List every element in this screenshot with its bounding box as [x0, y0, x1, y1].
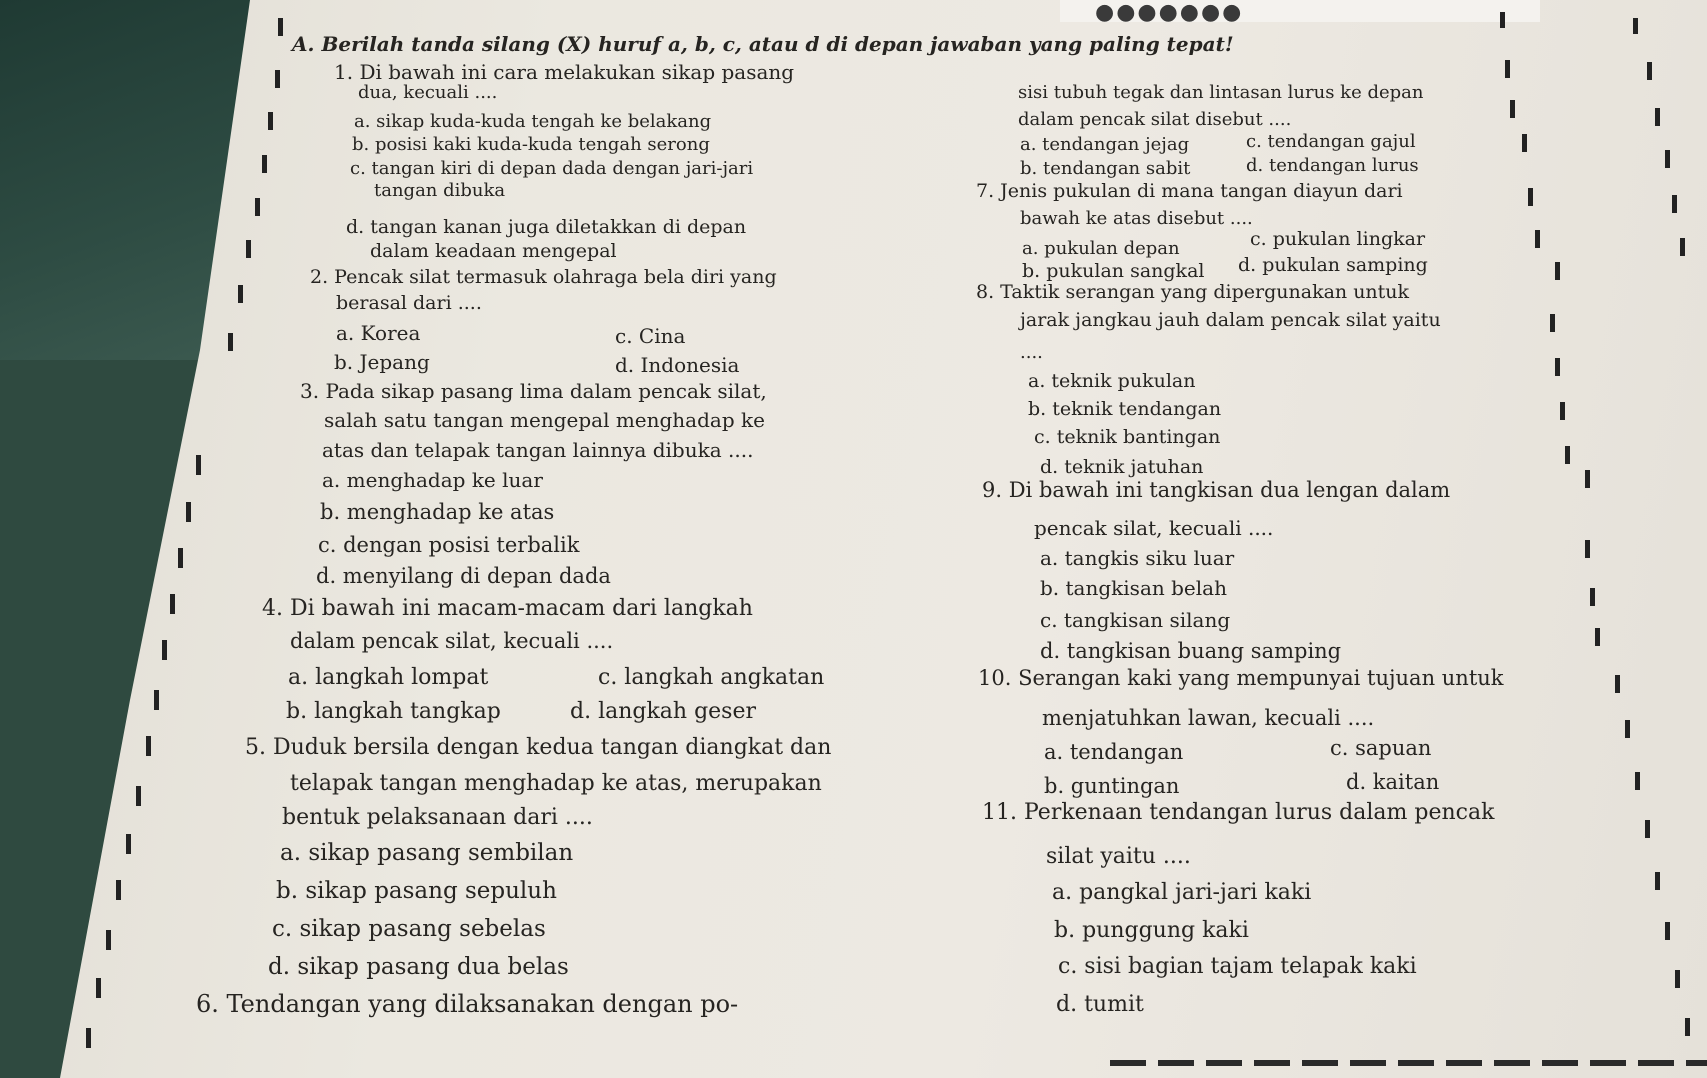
margin-mark: [1645, 820, 1650, 838]
margin-mark: [1672, 195, 1677, 213]
q7-option-a[interactable]: a. pukulan depan: [1022, 238, 1180, 259]
q6-option-d[interactable]: d. tendangan lurus: [1246, 155, 1419, 176]
q11-option-a[interactable]: a. pangkal jari-jari kaki: [1052, 880, 1312, 905]
bottom-margin-dashes: [1110, 1060, 1707, 1066]
margin-mark: [1615, 675, 1620, 693]
question-3-cont2: atas dan telapak tangan lainnya dibuka ....: [322, 438, 754, 462]
q1-option-c-cont: tangan dibuka: [374, 180, 506, 201]
question-7: 7. Jenis pukulan di mana tangan diayun dari: [976, 180, 1403, 202]
q11-option-b[interactable]: b. punggung kaki: [1054, 918, 1249, 943]
q10-option-d[interactable]: d. kaitan: [1346, 770, 1440, 794]
question-8-cont2: ....: [1020, 342, 1043, 363]
q6-option-c[interactable]: c. tendangan gajul: [1246, 131, 1416, 152]
question-11-cont: silat yaitu ....: [1046, 844, 1191, 869]
question-4-cont: dalam pencak silat, kecuali ....: [290, 629, 614, 653]
q9-option-a[interactable]: a. tangkis siku luar: [1040, 546, 1235, 570]
q3-option-d[interactable]: d. menyilang di depan dada: [316, 564, 611, 588]
margin-mark: [1633, 18, 1638, 34]
q9-option-d[interactable]: d. tangkisan buang samping: [1040, 639, 1342, 663]
q1-option-a[interactable]: a. sikap kuda-kuda tengah ke belakang: [354, 111, 712, 132]
margin-mark: [196, 455, 201, 475]
margin-mark: [1647, 62, 1652, 80]
margin-mark: [1675, 970, 1680, 988]
q10-option-a[interactable]: a. tendangan: [1044, 740, 1184, 764]
q8-option-c[interactable]: c. teknik bantingan: [1034, 426, 1221, 448]
margin-mark: [1555, 262, 1560, 280]
q1-option-d[interactable]: d. tangan kanan juga diletakkan di depan: [346, 216, 747, 238]
q5-option-a[interactable]: a. sikap pasang sembilan: [280, 840, 574, 866]
q8-option-a[interactable]: a. teknik pukulan: [1028, 370, 1196, 392]
q2-option-d[interactable]: d. Indonesia: [615, 353, 740, 377]
q2-option-a[interactable]: a. Korea: [336, 321, 421, 345]
q6-option-b[interactable]: b. tendangan sabit: [1020, 158, 1191, 179]
question-8: 8. Taktik serangan yang dipergunakan untuk: [976, 281, 1410, 303]
margin-mark: [178, 548, 183, 568]
margin-mark: [1505, 60, 1510, 78]
question-5-cont: telapak tangan menghadap ke atas, merupakan: [290, 771, 822, 796]
margin-mark: [186, 502, 191, 522]
q4-option-a[interactable]: a. langkah lompat: [288, 665, 489, 690]
q3-option-a[interactable]: a. menghadap ke luar: [322, 468, 543, 492]
margin-mark: [1510, 100, 1515, 118]
margin-mark: [238, 285, 243, 303]
margin-mark: [146, 736, 151, 756]
question-6-cont: sisi tubuh tegak dan lintasan lurus ke depan: [1018, 82, 1424, 103]
margin-mark: [1635, 772, 1640, 790]
question-10-cont: menjatuhkan lawan, kecuali ....: [1042, 706, 1375, 730]
q11-option-d[interactable]: d. tumit: [1056, 992, 1144, 1017]
q1-option-b[interactable]: b. posisi kaki kuda-kuda tengah serong: [352, 134, 710, 155]
margin-mark: [126, 834, 131, 854]
q5-option-b[interactable]: b. sikap pasang sepuluh: [276, 878, 557, 904]
margin-mark: [86, 1028, 91, 1048]
margin-mark: [275, 70, 280, 88]
question-1-cont: dua, kecuali ....: [358, 82, 498, 103]
margin-mark: [1550, 314, 1555, 332]
q7-option-d[interactable]: d. pukulan samping: [1238, 254, 1428, 276]
question-9: 9. Di bawah ini tangkisan dua lengan dalam: [982, 478, 1451, 502]
q9-option-b[interactable]: b. tangkisan belah: [1040, 576, 1227, 600]
margin-mark: [96, 978, 101, 998]
q8-option-b[interactable]: b. teknik tendangan: [1028, 398, 1222, 420]
margin-mark: [1585, 470, 1590, 488]
margin-mark: [1555, 358, 1560, 376]
margin-mark: [106, 930, 111, 950]
q4-option-c[interactable]: c. langkah angkatan: [598, 665, 825, 690]
q11-option-c[interactable]: c. sisi bagian tajam telapak kaki: [1058, 954, 1417, 979]
margin-mark: [1500, 12, 1505, 28]
q7-option-c[interactable]: c. pukulan lingkar: [1250, 228, 1426, 250]
margin-mark: [1535, 230, 1540, 248]
q10-option-c[interactable]: c. sapuan: [1330, 736, 1432, 760]
margin-mark: [1655, 872, 1660, 890]
question-3: 3. Pada sikap pasang lima dalam pencak silat,: [300, 379, 767, 403]
margin-mark: [1528, 188, 1533, 206]
binding-dots-icon: ●●●●●●●: [1095, 0, 1244, 25]
q2-option-c[interactable]: c. Cina: [615, 324, 686, 348]
q9-option-c[interactable]: c. tangkisan silang: [1040, 608, 1231, 632]
margin-mark: [170, 594, 175, 614]
question-9-cont: pencak silat, kecuali ....: [1034, 516, 1274, 540]
margin-mark: [1665, 922, 1670, 940]
margin-mark: [1685, 1018, 1690, 1036]
question-6-cont2: dalam pencak silat disebut ....: [1018, 109, 1292, 130]
margin-mark: [228, 333, 233, 351]
q4-option-b[interactable]: b. langkah tangkap: [286, 699, 501, 724]
section-heading: A. Berilah tanda silang (X) huruf a, b, c, atau d di depan jawaban yang paling tepat!: [292, 32, 1234, 56]
question-10: 10. Serangan kaki yang mempunyai tujuan untuk: [978, 666, 1504, 690]
margin-mark: [262, 155, 267, 173]
margin-mark: [1590, 588, 1595, 606]
q3-option-b[interactable]: b. menghadap ke atas: [320, 500, 555, 524]
question-8-cont: jarak jangkau jauh dalam pencak silat yaitu: [1020, 309, 1441, 331]
margin-mark: [116, 880, 121, 900]
question-5: 5. Duduk bersila dengan kedua tangan diangkat dan: [245, 735, 832, 760]
question-6: 6. Tendangan yang dilaksanakan dengan po-: [196, 990, 739, 1018]
margin-mark: [255, 198, 260, 216]
margin-mark: [1665, 150, 1670, 168]
q1-option-d-cont: dalam keadaan mengepal: [370, 240, 617, 262]
q3-option-c[interactable]: c. dengan posisi terbalik: [318, 533, 580, 557]
margin-mark: [1560, 402, 1565, 420]
question-3-cont: salah satu tangan mengepal menghadap ke: [324, 408, 765, 432]
question-2-cont: berasal dari ....: [336, 292, 482, 314]
margin-mark: [1585, 540, 1590, 558]
q5-option-d[interactable]: d. sikap pasang dua belas: [268, 954, 569, 980]
margin-mark: [1655, 108, 1660, 126]
margin-mark: [136, 786, 141, 806]
q7-option-b[interactable]: b. pukulan sangkal: [1022, 260, 1205, 282]
margin-mark: [1680, 238, 1685, 256]
margin-mark: [268, 112, 273, 130]
question-11: 11. Perkenaan tendangan lurus dalam pencak: [982, 800, 1495, 825]
margin-mark: [1595, 628, 1600, 646]
margin-mark: [1522, 134, 1527, 152]
question-4: 4. Di bawah ini macam-macam dari langkah: [262, 596, 753, 621]
q10-option-b[interactable]: b. guntingan: [1044, 774, 1180, 798]
margin-mark: [154, 690, 159, 710]
margin-mark: [246, 240, 251, 258]
q5-option-c[interactable]: c. sikap pasang sebelas: [272, 916, 546, 942]
margin-mark: [1625, 720, 1630, 738]
question-5-cont2: bentuk pelaksanaan dari ....: [282, 805, 593, 830]
margin-mark: [278, 18, 283, 36]
q8-option-d[interactable]: d. teknik jatuhan: [1040, 456, 1204, 478]
question-7-cont: bawah ke atas disebut ....: [1020, 208, 1253, 229]
q4-option-d[interactable]: d. langkah geser: [570, 699, 757, 724]
question-2: 2. Pencak silat termasuk olahraga bela diri yang: [310, 266, 777, 288]
q1-option-c[interactable]: c. tangan kiri di depan dada dengan jari-jari: [350, 158, 754, 179]
question-1: 1. Di bawah ini cara melakukan sikap pasang: [334, 60, 795, 84]
q6-option-a[interactable]: a. tendangan jejag: [1020, 134, 1190, 155]
q2-option-b[interactable]: b. Jepang: [334, 350, 430, 374]
margin-mark: [1565, 446, 1570, 464]
margin-mark: [162, 640, 167, 660]
